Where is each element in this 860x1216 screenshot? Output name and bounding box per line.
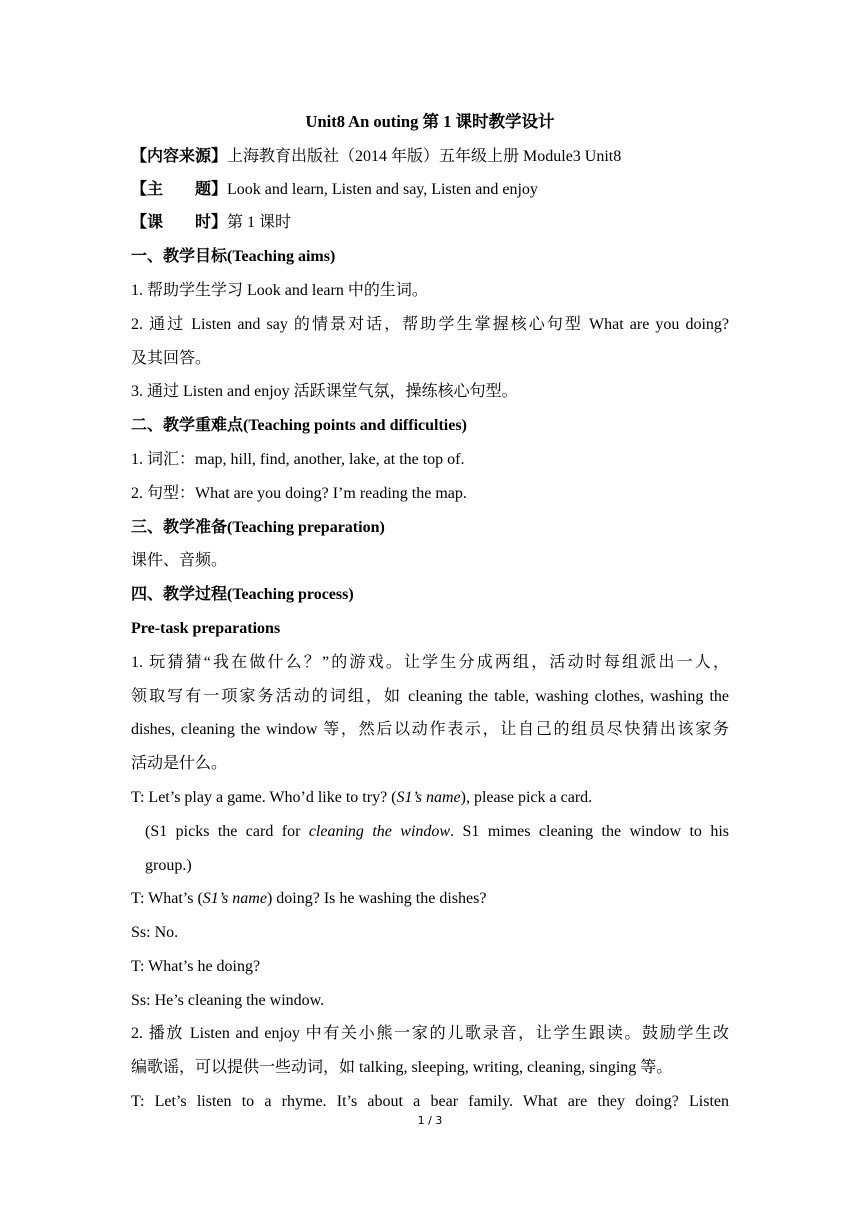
- meta-source-value: 上海教育出版社（2014 年版）五年级上册 Module3 Unit8: [227, 148, 622, 165]
- section-heading-process: 四、教学过程(Teaching process): [131, 586, 354, 603]
- section-heading-preparation: 三、教学准备(Teaching preparation): [131, 519, 385, 536]
- student-name-placeholder: S1’s name: [202, 890, 267, 907]
- subheading-pretask: Pre-task preparations: [131, 620, 281, 637]
- dialogue-students-2: Ss: He’s cleaning the window.: [131, 992, 325, 1009]
- meta-topic: [131, 180, 729, 200]
- stage-direction-line1: [145, 822, 729, 842]
- document-title: Unit8 An outing 第 1 课时教学设计: [305, 112, 555, 131]
- dialogue-students-1: Ss: No.: [131, 924, 179, 941]
- point-item-1: 1. 词汇：map, hill, find, another, lake, at the top of.: [131, 451, 465, 468]
- dialogue-teacher-1: [131, 788, 729, 808]
- dialogue-text: T: What’s (: [131, 890, 203, 907]
- dialogue-teacher-3: T: What’s he doing?: [131, 958, 261, 975]
- meta-period: [131, 213, 729, 233]
- stage-text: (S1 picks the card for: [145, 823, 309, 840]
- meta-period-value: 第 1 课时: [227, 214, 292, 231]
- step1-line3: dishes, cleaning the window 等，然后以动作表示，让自己的组员尽快猜出该家务: [131, 721, 729, 738]
- dialogue-teacher-4: T: Let’s listen to a rhyme. It’s about a bear family. What are they doing? Listen: [131, 1093, 729, 1110]
- page-number: 1 / 3: [417, 1114, 443, 1127]
- preparation-text: 课件、音频。: [131, 552, 228, 569]
- aim-item-2-line1: 2. 通过 Listen and say 的情景对话，帮助学生掌握核心句型 What are you doing?: [131, 316, 729, 333]
- meta-source-label: 【内容来源】: [131, 148, 228, 165]
- section-heading-aims: 一、教学目标(Teaching aims): [131, 248, 336, 265]
- student-name-placeholder: S1’s name: [396, 789, 461, 806]
- meta-topic-label: 【主 题】: [131, 181, 228, 198]
- dialogue-text: ), please pick a card.: [460, 789, 593, 806]
- step1-line4: 活动是什么。: [131, 755, 228, 772]
- section-heading-points: 二、教学重难点(Teaching points and difficulties): [131, 417, 467, 434]
- stage-italic-phrase: cleaning the window: [308, 823, 451, 840]
- dialogue-text: ) doing? Is he washing the dishes?: [266, 890, 487, 907]
- stage-direction-line2: group.): [145, 857, 192, 874]
- meta-period-label: 【课 时】: [131, 214, 228, 231]
- step1-line2: 领取写有一项家务活动的词组，如 cleaning the table, washing clothes, washing the: [131, 688, 729, 705]
- step2-line2: 编歌谣，可以提供一些动词，如 talking, sleeping, writing, cleaning, singing 等。: [131, 1059, 673, 1076]
- aim-item-2-line2: 及其回答。: [131, 350, 212, 367]
- aim-item-3: 3. 通过 Listen and enjoy 活跃课堂气氛，操练核心句型。: [131, 383, 518, 400]
- dialogue-text: T: Let’s play a game. Who’d like to try? (: [131, 789, 397, 806]
- aim-item-1: 1. 帮助学生学习 Look and learn 中的生词。: [131, 282, 428, 299]
- meta-topic-value: Look and learn, Listen and say, Listen and enjoy: [227, 181, 538, 198]
- point-item-2: 2. 句型：What are you doing? I’m reading the map.: [131, 485, 467, 502]
- step2-line1: 2. 播放 Listen and enjoy 中有关小熊一家的儿歌录音，让学生跟读。鼓励学生改: [131, 1025, 729, 1042]
- dialogue-teacher-2: [131, 889, 729, 909]
- meta-source: [131, 147, 729, 167]
- step1-line1: 1. 玩猜猜“我在做什么？”的游戏。让学生分成两组，活动时每组派出一人，: [131, 654, 729, 671]
- stage-text: . S1 mimes cleaning the window to his: [450, 823, 729, 840]
